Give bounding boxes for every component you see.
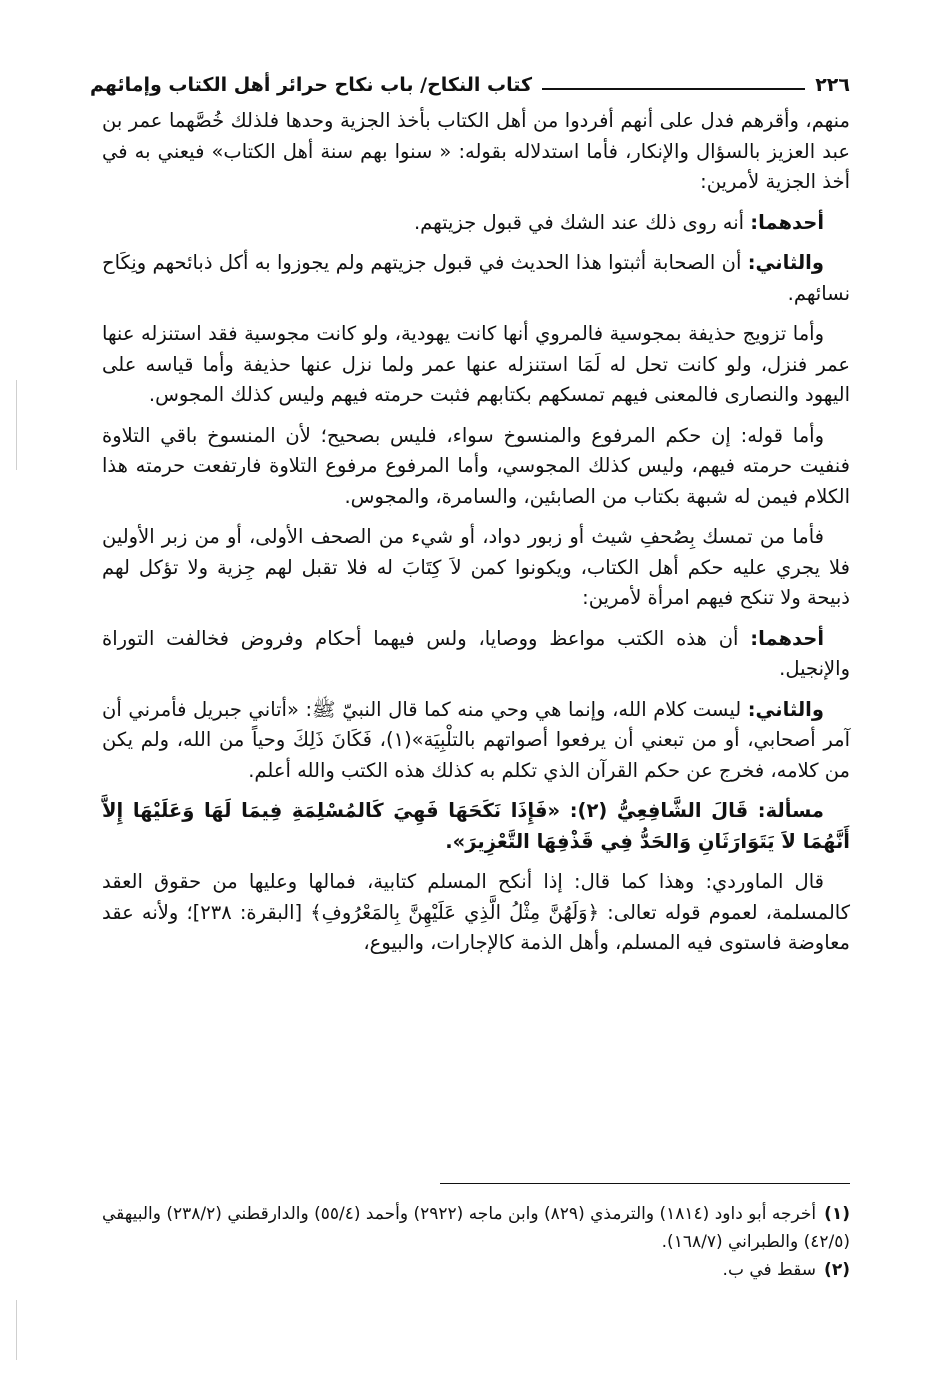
page-number: ٢٢٦ [815, 74, 850, 96]
paragraph [102, 106, 850, 198]
footnote [102, 1256, 850, 1284]
footnote-number: (٢) [824, 1260, 850, 1280]
paragraph [102, 624, 850, 685]
paragraph-text: فأما من تمسك بِصُحفِ شيث أو زبور دواد، أو شيء من الصحف الأولى، أو من زبر الأولين فلا يجري عليه حكم أهل الكتاب، ويكونوا كمن لاَ كِتَابَ له فلا تقبل لهم جِزية ولا تؤكل لهم ذبيحة ولا تنكح فيهم امرأة لأمرين: [102, 525, 850, 609]
footnote-separator [440, 1183, 850, 1184]
footnote-text: أخرجه أبو داود (١٨١٤) والترمذي (٨٢٩) وابن ماجه (٢٩٢٢) وأحمد (٥٥/٤) والدارقطني (٢٣٨/٢) والبيهقي (٤٢/٥) والطبراني (١٦٨/٧). [102, 1204, 850, 1252]
header-rule [542, 88, 805, 90]
paragraph [102, 695, 850, 787]
running-header [90, 60, 850, 96]
paragraph-text: وأما تزويج حذيفة بمجوسية فالمروي أنها كانت يهودية، ولو كانت مجوسية فقد استنزله عنها عمر فنزل، ولو كانت تحل له لَمَا استنزله عنها عمر ولما نزل عنها حذيفة وأما قياسه على اليهود والنصارى فالمعنى فيهم تمسكهم بكتابهم فثبت حرمته فيهم وليس كذلك المجوس. [102, 322, 850, 406]
paragraph-lead: والثاني: [747, 251, 824, 274]
paragraph-text: وأما قوله: إن حكم المرفوع والمنسوخ سواء، فليس بصحيح؛ لأن المنسوخ باقي التلاوة فنفيت حرمته فيهم، وليس كذلك المجوسي، وأما المرفوع مرفوع التلاوة فارتفعت حرمته هذا الكلام فيمن له شبهة بكتاب من الصابئين، والسامرة، والمجوس. [102, 423, 850, 508]
paragraph [102, 208, 850, 239]
scan-margin-line [16, 1300, 17, 1360]
paragraph [102, 867, 850, 959]
masala-paragraph [102, 796, 850, 857]
paragraph-text: ليست كلام الله، وإنما هي وحي منه كما قال النبيّ ﷺ: «أتاني جبريل فأمرني أن آمر أصحابي، أو من تبعني أن يرفعوا أصواتهم بالتلْبِيَة»(١)، فَكَانَ ذَلِكَ وحياً من الله، ولم يكن من كلامه، فخرج عن حكم القرآن الذي تكلم به كذلك هذه الكتب والله أعلم. [102, 697, 850, 782]
paragraph-text: أنه روى ذلك عند الشك في قبول جزيتهم. [413, 210, 751, 234]
paragraph-text: قال الماوردي: وهذا كما قال: إذا أنكح المسلم كتابية، فمالها وعليها من حقوق العقد كالمسلمة، لعموم قوله تعالى: ﴿وَلَهُنَّ مِثْلُ الَّذِي عَلَيْهِنَّ بِالمَعْرُوفِ﴾ [البقرة: ٢٣٨]؛ ولأنه عقد معاوضة فاستوى فيه المسلم، وأهل الذمة كالإجارات، والبيوع، [102, 870, 850, 954]
paragraph [102, 319, 850, 411]
masala-heading: مسألة: قَالَ الشَّافِعِيُّ (٢): [569, 799, 824, 822]
paragraph [102, 248, 850, 309]
footnotes [102, 1200, 850, 1284]
paragraph [102, 421, 850, 513]
paragraph-lead: والثاني: [747, 697, 824, 721]
footnote [102, 1200, 850, 1256]
paragraph [102, 522, 850, 614]
paragraph-lead: أحدهما: [750, 210, 824, 234]
scan-margin-line [16, 380, 17, 470]
paragraph-lead: أحدهما: [750, 626, 824, 650]
footnote-text: سقط في ب. [722, 1260, 817, 1280]
main-text [102, 106, 850, 969]
chapter-title: كتاب النكاح/ باب نكاح حرائر أهل الكتاب وإمائهم [90, 74, 533, 96]
paragraph-text: أن هذه الكتب مواعظ ووصايا، ولس فيهما أحكام وفروض فخالفت التوراة والإنجيل. [102, 626, 850, 680]
shafii-quote: «فَإِذَا نَكَحَهَا فَهِيَ كَالمُسْلِمَةِ فِيمَا لَهَا وَعَلَيْهَا إِلاَّ أَنَّهُمَا لاَ يَتَوَارَثَانِ وَالحَدُّ فِي قَذْفِهَا التَّعْزِيرَ». [102, 799, 850, 853]
footnote-number: (١) [824, 1204, 851, 1224]
paragraph-text: منهم، وأقرهم فدل على أنهم أفردوا من أهل الكتاب بأخذ الجزية وحدها فلذلك خُصَّهما عمر بن عبد العزيز بالسؤال والإنكار، فأما استدلاله بقوله: « سنوا بهم سنة أهل الكتاب» فيعني به في أخذ الجزية لأمرين: [102, 109, 850, 193]
paragraph-text: أن الصحابة أثبتوا هذا الحديث في قبول جزيتهم ولم يجوزوا به أكل ذبائحهم ونِكَاح نسائهم. [102, 251, 850, 305]
